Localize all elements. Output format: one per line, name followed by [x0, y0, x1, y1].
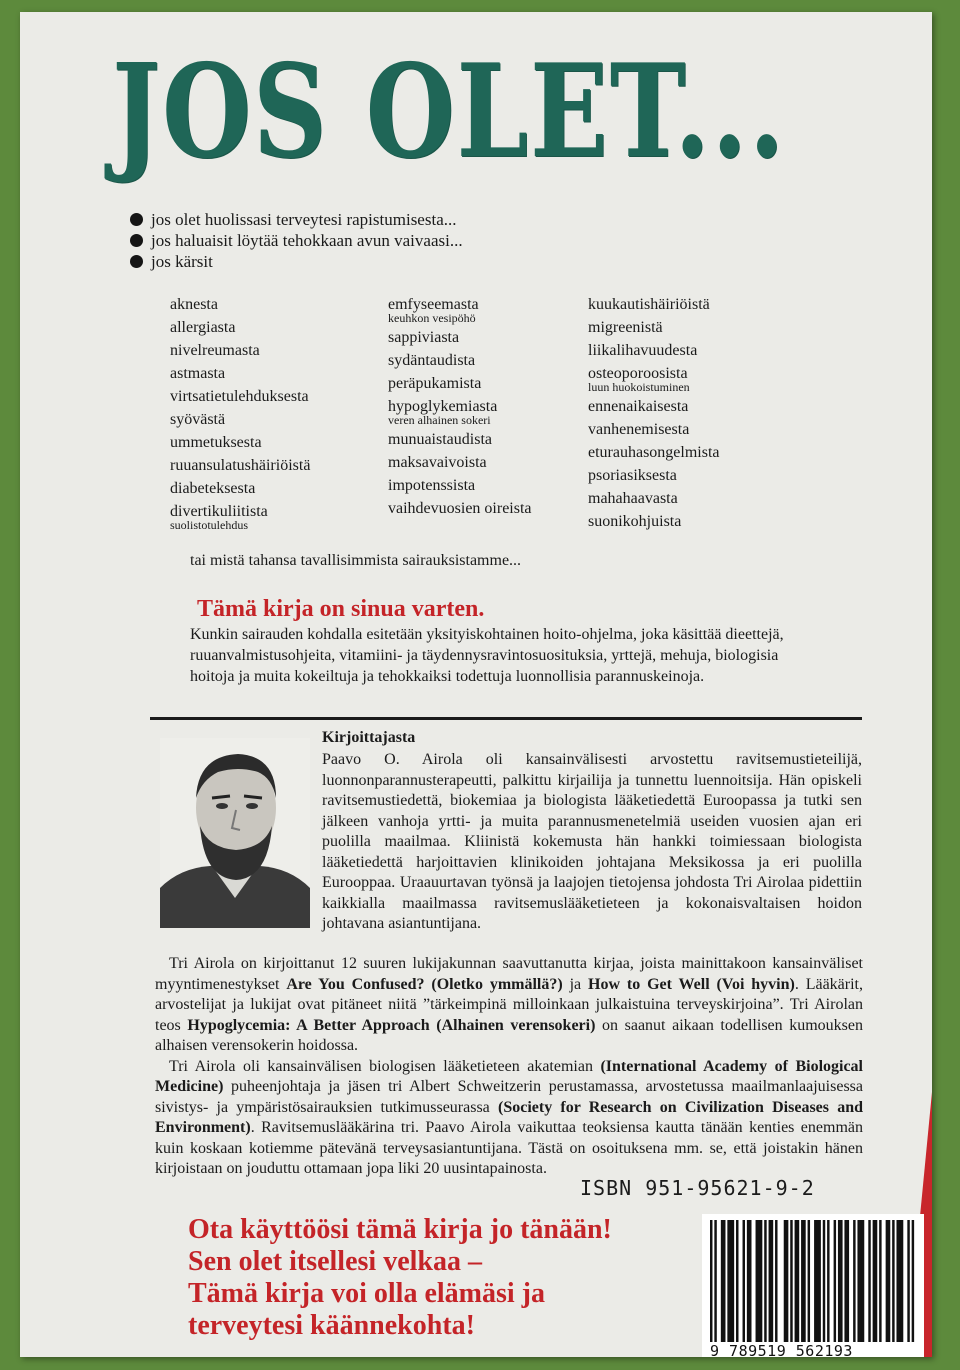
ailment-item: migreenistä	[588, 319, 663, 336]
author-portrait-image	[160, 738, 310, 928]
barcode-bar	[823, 1220, 825, 1342]
ailment-summary: tai mistä tahansa tavallisimmista sairauksistamme...	[190, 552, 522, 569]
ailment-column-1	[170, 295, 310, 535]
ailment-column-3	[588, 295, 720, 535]
ailment-note: keuhkon vesipöhö	[388, 311, 476, 325]
barcode-bar	[912, 1220, 914, 1342]
ailment-note: luun huokoistuminen	[588, 380, 690, 394]
barcode-bar	[710, 1220, 712, 1342]
barcode-bar	[721, 1220, 723, 1342]
barcode-bar	[840, 1220, 842, 1342]
book-for-you-heading: Tämä kirja on sinua varten.	[197, 596, 485, 622]
barcode-bar	[769, 1220, 771, 1342]
barcode-bar	[907, 1220, 909, 1342]
ailment-item: astmasta	[170, 365, 226, 382]
barcode-bar	[857, 1220, 859, 1342]
barcode	[702, 1214, 924, 1357]
barcode-bar	[790, 1220, 792, 1342]
ailment-item: impotenssista	[388, 477, 476, 494]
barcode-bar	[764, 1220, 766, 1342]
barcode-bar	[875, 1220, 877, 1342]
ailment-item: munuaistaudista	[388, 431, 492, 448]
barcode-bar	[873, 1220, 875, 1342]
barcode-bar	[727, 1220, 729, 1342]
author-intro: Paavo O. Airola oli kansainvälisesti arvostettu ravitsemustieteilijä, luonnonparannusterapeutti, palkittu kirjailija ja tunnettu luennoitsija. Hän opiskeli ravitsemustiedettä, biokemiaa ja biologista lääketiedettä Euroopassa ja tutki sen jälkeen vanhoja yrtti- ja muita parannusmenetelmiä useiden vuosien ajan eri puolilla maailmaa. Kliinistä kokemusta hän hankki toimiessaan biologista lääketiedettä harjoittavien klinikoiden johtajana Meksikossa ja eri puolilla Eurooppaa. Uraauurtavan työnsä ja laajojen tietojensa johdosta Tri Airolaa pidettiin kaikkialla maailmassa ravitsemuslääketieteen ja kokonaisvaltaisen hoidon johtavana asiantuntijana.	[322, 751, 862, 932]
barcode-icon	[710, 1220, 916, 1342]
barcode-bar	[847, 1220, 849, 1342]
ailment-item: nivelreumasta	[170, 342, 260, 359]
barcode-bar	[888, 1220, 890, 1342]
isbn: ISBN 951-95621-9-2	[580, 1176, 815, 1200]
barcode-bar	[797, 1220, 799, 1342]
author-paragraph-books: Tri Airola on kirjoittanut 12 suuren lukijakunnan saavuttanutta kirjaa, joista mainittakoon kansainväliset myyntimenestykset Are You Confused? (Oletko ymmällä?) ja How to Get Well (Voi hyvin). Lääkärit, arvostelijat ja lukijat ovat pitäneet niitä ”tärkeimpinä milloinkaan julkaistuina terveyskirjoina”. Tri Airolan teos Hypoglycemia: A Better Approach (Alhainen verensokeri) on saanut aikaan todellisen kumouksen alhaisen verensokerin hoidossa.	[155, 955, 864, 1054]
barcode-bar	[808, 1220, 810, 1342]
barcode-bar	[834, 1220, 836, 1342]
divider	[150, 717, 862, 720]
barcode-bar	[860, 1220, 862, 1342]
ailment-item: vanhenemisesta	[588, 421, 690, 438]
barcode-bar	[736, 1220, 738, 1342]
barcode-bar	[758, 1220, 760, 1342]
author-more	[155, 954, 863, 1180]
barcode-bar	[862, 1220, 864, 1342]
barcode-bar	[795, 1220, 797, 1342]
barcode-bar	[775, 1220, 777, 1342]
barcode-bar	[784, 1220, 786, 1342]
barcode-bar	[818, 1220, 820, 1342]
ailment-note: veren alhainen sokeri	[388, 413, 491, 427]
ailment-item: osteoporoosista luun huokoistuminen	[588, 364, 720, 393]
ailment-item: suonikohjuista	[588, 513, 682, 530]
barcode-bar	[886, 1220, 888, 1342]
author-heading: Kirjoittajasta	[322, 729, 416, 746]
book-back-cover	[20, 12, 932, 1357]
author-photo	[160, 738, 310, 928]
barcode-bar	[879, 1220, 881, 1342]
ailment-item: virtsatietulehduksesta	[170, 388, 309, 405]
call-to-action: Ota käyttöösi tämä kirja jo tänään! Sen olet itsellesi velkaa – Tämä kirja voi olla elämäsi ja terveytesi käännekohta!	[188, 1214, 612, 1341]
ailment-item: liikalihavuudesta	[588, 342, 698, 359]
bullet-list	[130, 209, 463, 272]
ailment-item: sydäntaudista	[388, 352, 476, 369]
ailment-item: ruuansulatushäiriöistä	[170, 457, 311, 474]
ailment-item: ummetuksesta	[170, 434, 262, 451]
barcode-bar	[868, 1220, 870, 1342]
ailment-item: divertikuliitista suolistotulehdus	[170, 502, 310, 531]
barcode-bar	[896, 1220, 898, 1342]
bullet-item: jos kärsit	[130, 251, 463, 272]
ailment-item: psoriasiksesta	[588, 467, 677, 484]
barcode-bar	[844, 1220, 846, 1342]
barcode-number: 9 789519 562193	[710, 1342, 853, 1357]
barcode-bar	[853, 1220, 855, 1342]
barcode-bar	[714, 1220, 716, 1342]
barcode-bar	[899, 1220, 901, 1342]
ailment-item: kuukautishäiriöistä	[588, 296, 710, 313]
bullet-dot-icon	[130, 234, 143, 247]
ailment-item: ennenaikaisesta	[588, 398, 689, 415]
barcode-bar	[803, 1220, 805, 1342]
barcode-bar	[827, 1220, 829, 1342]
barcode-bar	[801, 1220, 803, 1342]
bullet-dot-icon	[130, 213, 143, 226]
ailment-item: diabeteksesta	[170, 480, 256, 497]
bullet-dot-icon	[130, 255, 143, 268]
ailment-item: syövästä	[170, 411, 226, 428]
ailment-item: maksavaivoista	[388, 454, 487, 471]
ailment-item: allergiasta	[170, 319, 236, 336]
ailment-item: mahahaavasta	[588, 490, 678, 507]
ailment-column-2	[388, 295, 532, 522]
barcode-bar	[786, 1220, 788, 1342]
book-description: Kunkin sairauden kohdalla esitetään yksityiskohtainen hoito-ohjelma, joka käsittää dieettejä, ruuanvalmistusohjeita, vitamiini- ja täydennysravintosuosituksia, yrttejä, mehuja, biologisia hoitoja ja muita kokeiltuja ja tehokkaiksi todettuja luonnollisia parannuskeinoja.	[190, 626, 784, 685]
barcode-bar	[814, 1220, 816, 1342]
bullet-item: jos olet huolissasi terveytesi rapistumisesta...	[130, 209, 463, 230]
barcode-bar	[892, 1220, 894, 1342]
ailment-item: eturauhasongelmista	[588, 444, 720, 461]
ailment-note: suolistotulehdus	[170, 518, 249, 532]
barcode-bar	[760, 1220, 762, 1342]
barcode-bar	[743, 1220, 745, 1342]
ailment-item: sappiviasta	[388, 329, 460, 346]
ailment-item: vaihdevuosien oireista	[388, 500, 532, 517]
barcode-bar	[749, 1220, 751, 1342]
barcode-bar	[747, 1220, 749, 1342]
ailment-item: emfyseemasta keuhkon vesipöhö	[388, 295, 532, 324]
author-paragraph-academy: Tri Airola oli kansainvälisen biologisen lääketieteen akatemian (International Academy of Biological Medicine) puheenjohtaja ja jäsen tri Albert Schweitzerin perustamassa, arvostetussa maailmanlaajuisessa sivistys- ja ympäristösairauksien tutkimusseurassa (Society for Research on Civilization Diseases and Environment). Ravitsemuslääkärina tri. Paavo Airola vaikuttaa teoksiensa kautta tänään kenties enemmän kuin koskaan kotiemme pätevänä terveysasiantuntijana. Tästä on osoituksena mm. se, että joistakin hänen kirjoistaan on jouduttu ottamaan jopa liki 20 uusintapainosta.	[155, 1057, 864, 1177]
barcode-bar	[816, 1220, 818, 1342]
barcode-bar	[901, 1220, 903, 1342]
ailment-item: aknesta	[170, 296, 218, 313]
bullet-item: jos haluaisit löytää tehokkaan avun vaivaasi...	[130, 230, 463, 251]
barcode-bar	[838, 1220, 840, 1342]
barcode-bar	[771, 1220, 773, 1342]
ailment-item: hypoglykemiasta veren alhainen sokeri	[388, 397, 532, 426]
barcode-bar	[723, 1220, 725, 1342]
ailment-item: peräpukamista	[388, 375, 482, 392]
barcode-bar	[730, 1220, 732, 1342]
headline: JOS OLET...	[112, 37, 787, 187]
barcode-bar	[756, 1220, 758, 1342]
barcode-bar	[732, 1220, 734, 1342]
